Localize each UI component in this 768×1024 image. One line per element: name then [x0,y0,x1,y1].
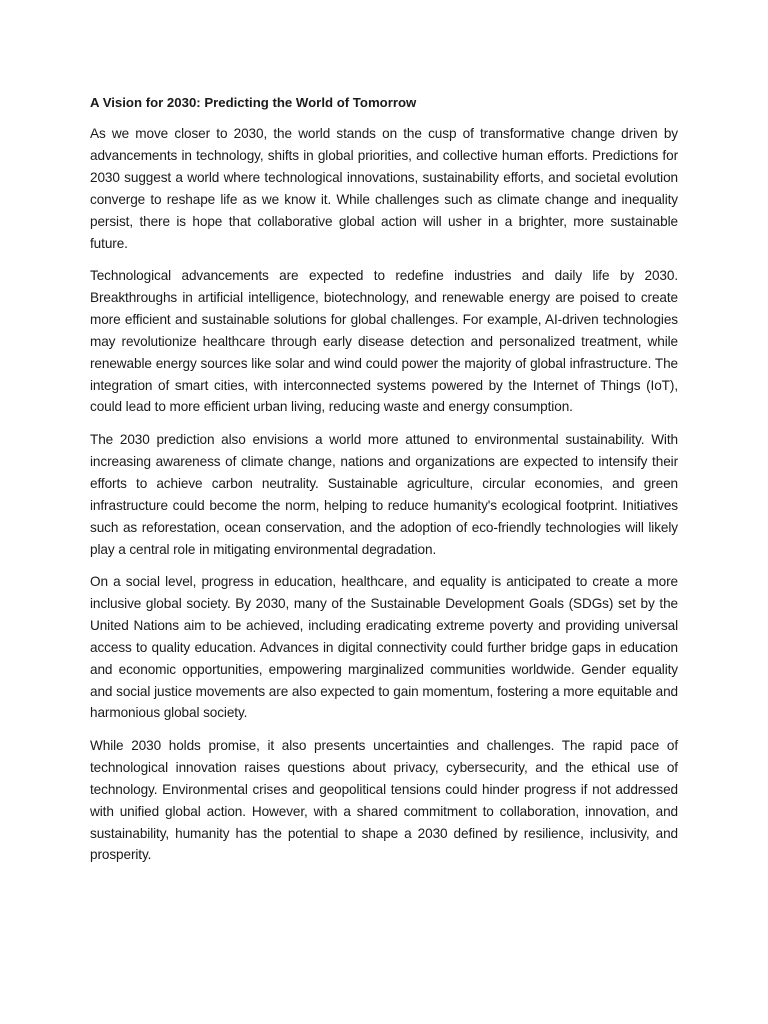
paragraph-conclusion: While 2030 holds promise, it also presents uncertainties and challenges. The rapid pace of technological innovation raises questions about privacy, cybersecurity, and the ethical use of technology. Environmental crises and geopolitical tensions could hinder progress if not addressed with unified global action. However, with a shared commitment to collaboration, innovation, and sustainability, humanity has the potential to shape a 2030 defined by resilience, inclusivity, and prosperity. [90,737,678,863]
paragraph-environment: The 2030 prediction also envisions a world more attuned to environmental sustainability. With increasing awareness of climate change, nations and organizations are expected to intensify their efforts to achieve carbon neutrality. Sustainable agriculture, circular economies, and green infrastructure could become the norm, helping to reduce humanity's ecological footprint. Initiatives such as reforestation, ocean conservation, and the adoption of eco-friendly technologies will likely play a central role in mitigating environmental degradation. [90,431,678,557]
document-page [90,93,678,877]
paragraph-technology: Technological advancements are expected to redefine industries and daily life by 2030. Breakthroughs in artificial intelligence, biotechnology, and renewable energy are poised to create more efficient and sustainable solutions for global challenges. For example, AI-driven technologies may revolutionize healthcare through early disease detection and personalized treatment, while renewable energy sources like solar and wind could power the majority of global infrastructure. The integration of smart cities, with interconnected systems powered by the Internet of Things (IoT), could lead to more efficient urban living, reducing waste and energy consumption. [90,268,678,415]
paragraph-intro: As we move closer to 2030, the world stands on the cusp of transformative change driven by advancements in technology, shifts in global priorities, and collective human efforts. Predictions for 2030 suggest a world where technological innovations, sustainability efforts, and societal evolution converge to reshape life as we know it. While challenges such as climate change and inequality persist, there is hope that collaborative global action will usher in a brighter, more sustainable future. [90,126,678,251]
paragraph-social: On a social level, progress in education, healthcare, and equality is anticipated to create a more inclusive global society. By 2030, many of the Sustainable Development Goals (SDGs) set by the United Nations aim to be achieved, including eradicating extreme poverty and providing universal access to quality education. Advances in digital connectivity could further bridge gaps in education and economic opportunities, empowering marginalized communities worldwide. Gender equality and social justice movements are also expected to gain momentum, fostering a more equitable and harmonious global society. [90,574,678,721]
document-title: A Vision for 2030: Predicting the World of Tomorrow [90,95,417,110]
